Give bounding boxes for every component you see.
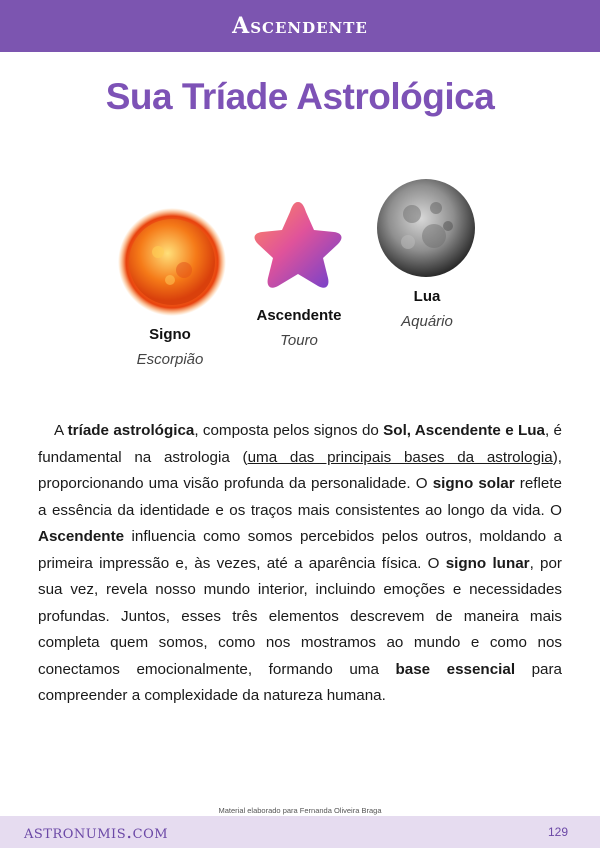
triad-sun [100, 326, 240, 368]
triad-moon [357, 288, 497, 330]
credit-line: Material elaborado para Fernanda Oliveira Braga [218, 806, 382, 815]
sun-label: Signo [149, 326, 191, 343]
footer-bar [0, 816, 600, 848]
header-title: Ascendente [232, 13, 368, 39]
page-title: Sua Tríade Astrológica [105, 76, 495, 117]
bold-base-essencial: base essencial [395, 660, 516, 678]
sun-icon [118, 208, 226, 316]
moon-label: Lua [413, 288, 441, 305]
header-bar [0, 0, 600, 52]
moon-icon [376, 178, 476, 278]
sun-value: Escorpião [136, 351, 204, 368]
bold-signo-solar: signo solar [432, 475, 515, 492]
moon-value: Aquário [401, 313, 453, 330]
bold-triade: tríade astrológica [67, 422, 195, 439]
page-number: 129 [547, 825, 568, 839]
underlined-phrase: uma das principais bases da astrologia [247, 448, 553, 466]
bold-ascendente: Ascendente [38, 528, 125, 545]
body-paragraph: A tríade astrológica, composta pelos signos do Sol, Ascendente e Lua, é fundamental na astrologia (uma das principais bases da astrologia), proporcionando uma visão profunda da personalidade. O signo solar reflete a essência da identidade e os traços mais consistentes ao longo da vida. O Ascendente influencia como somos percebidos pelos outros, moldando a primeira impressão e, às vezes, até a aparência física. O signo lunar, por sua vez, revela nosso mundo interior, incluindo emoções e necessidades profundas. Juntos, esses três elementos descrevem de maneira mais completa quem somos, como nos mostramos ao mundo e como nos conectamos emocionalmente, formando uma base essencial para compreender a complexidade da natureza humana. [38, 422, 562, 704]
star-icon [248, 198, 348, 294]
ascendant-label: Ascendente [256, 307, 342, 324]
bold-sol-asc-lua: Sol, Ascendente e Lua [383, 422, 545, 439]
triad-ascendant [229, 307, 369, 349]
footer-brand: astronumis.com [24, 821, 169, 843]
ascendant-value: Touro [280, 332, 318, 349]
bold-signo-lunar: signo lunar [445, 554, 530, 572]
